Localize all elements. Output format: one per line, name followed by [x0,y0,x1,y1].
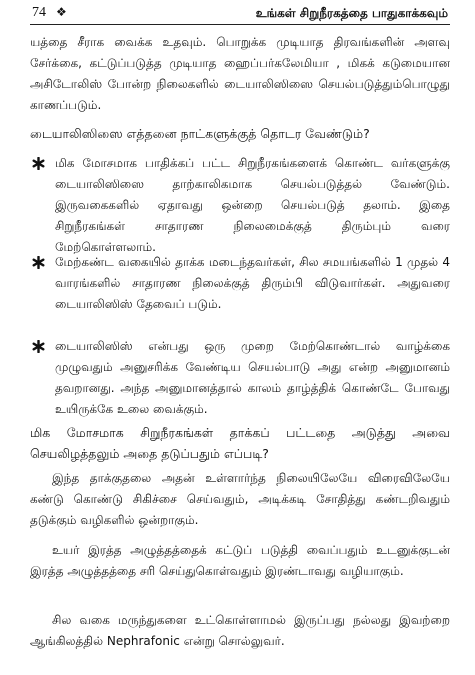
diamond-ornament-icon: ❖ [56,5,67,19]
bullet-item [55,336,450,420]
bullet-item [55,153,450,258]
bullet-item [55,252,450,315]
book-title: உங்கள் சிறுநீரகத்தை பாதுகாக்கவும் [255,6,448,20]
running-header [30,2,450,25]
question-heading: மிக மோசமாக சிறுநீரகங்கள் தாக்கப் பட்டதை அடுத்து அவை செயலிழத்தலும் அதை தடுப்பதும் எப்படி? [30,425,450,461]
page-number: 74 [32,5,46,20]
question-heading: டையாலிஸிஸை எத்தனை நாட்களுக்குத் தொடர வேண்டும்? [30,126,370,141]
body-paragraph: உயர் இரத்த அழுத்தத்தைக் கட்டுப் படுத்தி வைப்பதும் உடனுக்குடன் இரத்த அழுத்தத்தை சரி செய்துகொள்வதும் இரண்டாவது வழியாகும். [30,543,450,578]
body-paragraph: இந்த தாக்குதலை அதன் உள்ளார்ந்த நிலையிலேயே விரைவிலேயே கண்டு கொண்டு சிகிச்சை செய்வதும், அடிக்கடி சோதித்து கண்டறிவதும் தடுக்கும் வழிகளில் ஒன்றாகும். [30,471,450,527]
asterisk-bullet-icon [32,157,45,170]
bullet-text: மேற்கண்ட வகையில் தாக்க மடைந்தவர்கள், சில சமயங்களில் 1 முதல் 4 வாரங்களில் சாதாரண நிலைக்குத் திரும்பி விடுவார்கள். அதுவரை டையாலிஸிஸ் தேவைப் படும். [55,255,450,311]
bullet-text: மிக மோசமாக பாதிக்கப் பட்ட சிறுநீரகங்களைக் கொண்ட வர்களுக்கு டையாலிஸிஸை தாற்காலிகமாக செயல்படுத்தல் வேண்டும். இருவகைகளில் ஏதாவது ஒன்றை செயல்படுத் தலாம். இதை சிறுநீரகங்கள் சாதாரண நிலைமைக்குத் திரும்பும் வரை மேற்கொள்ளலாம். [55,156,450,254]
body-paragraph: சில வகை மருந்துகளை உட்கொள்ளாமல் இருப்பது நல்லது இவற்றை ஆங்கிலத்தில் Nephrafonic என்று சொல்லுவர். [30,613,450,648]
asterisk-bullet-icon [32,256,45,269]
asterisk-bullet-icon [32,340,45,353]
bullet-text: டையாலிஸிஸ் என்பது ஒரு முறை மேற்கொண்டால் வாழ்க்கை முழுவதும் அனுசரிக்க வேண்டிய செயல்பாடு அது என்ற அனுமானம் தவறானது. அந்த அனுமானத்தால் காலம் தாழ்த்திக் கொண்டே போவது உயிருக்கே உலை வைக்கும். [55,339,450,416]
intro-paragraph: யத்தை சீராக வைக்க உதவும். பொறுக்க முடியாத திரவங்களின் அளவு சேர்க்கை, கட்டுப்படுத்த முடியாத ஹைப்பர்கலேமியா , மிகக் கடுமையான அசிடோலிஸ் போன்ற நிலைகளில் டையாலிஸிஸை செயல்படுத்தும்பொழுது காணப்படும். [30,35,450,112]
